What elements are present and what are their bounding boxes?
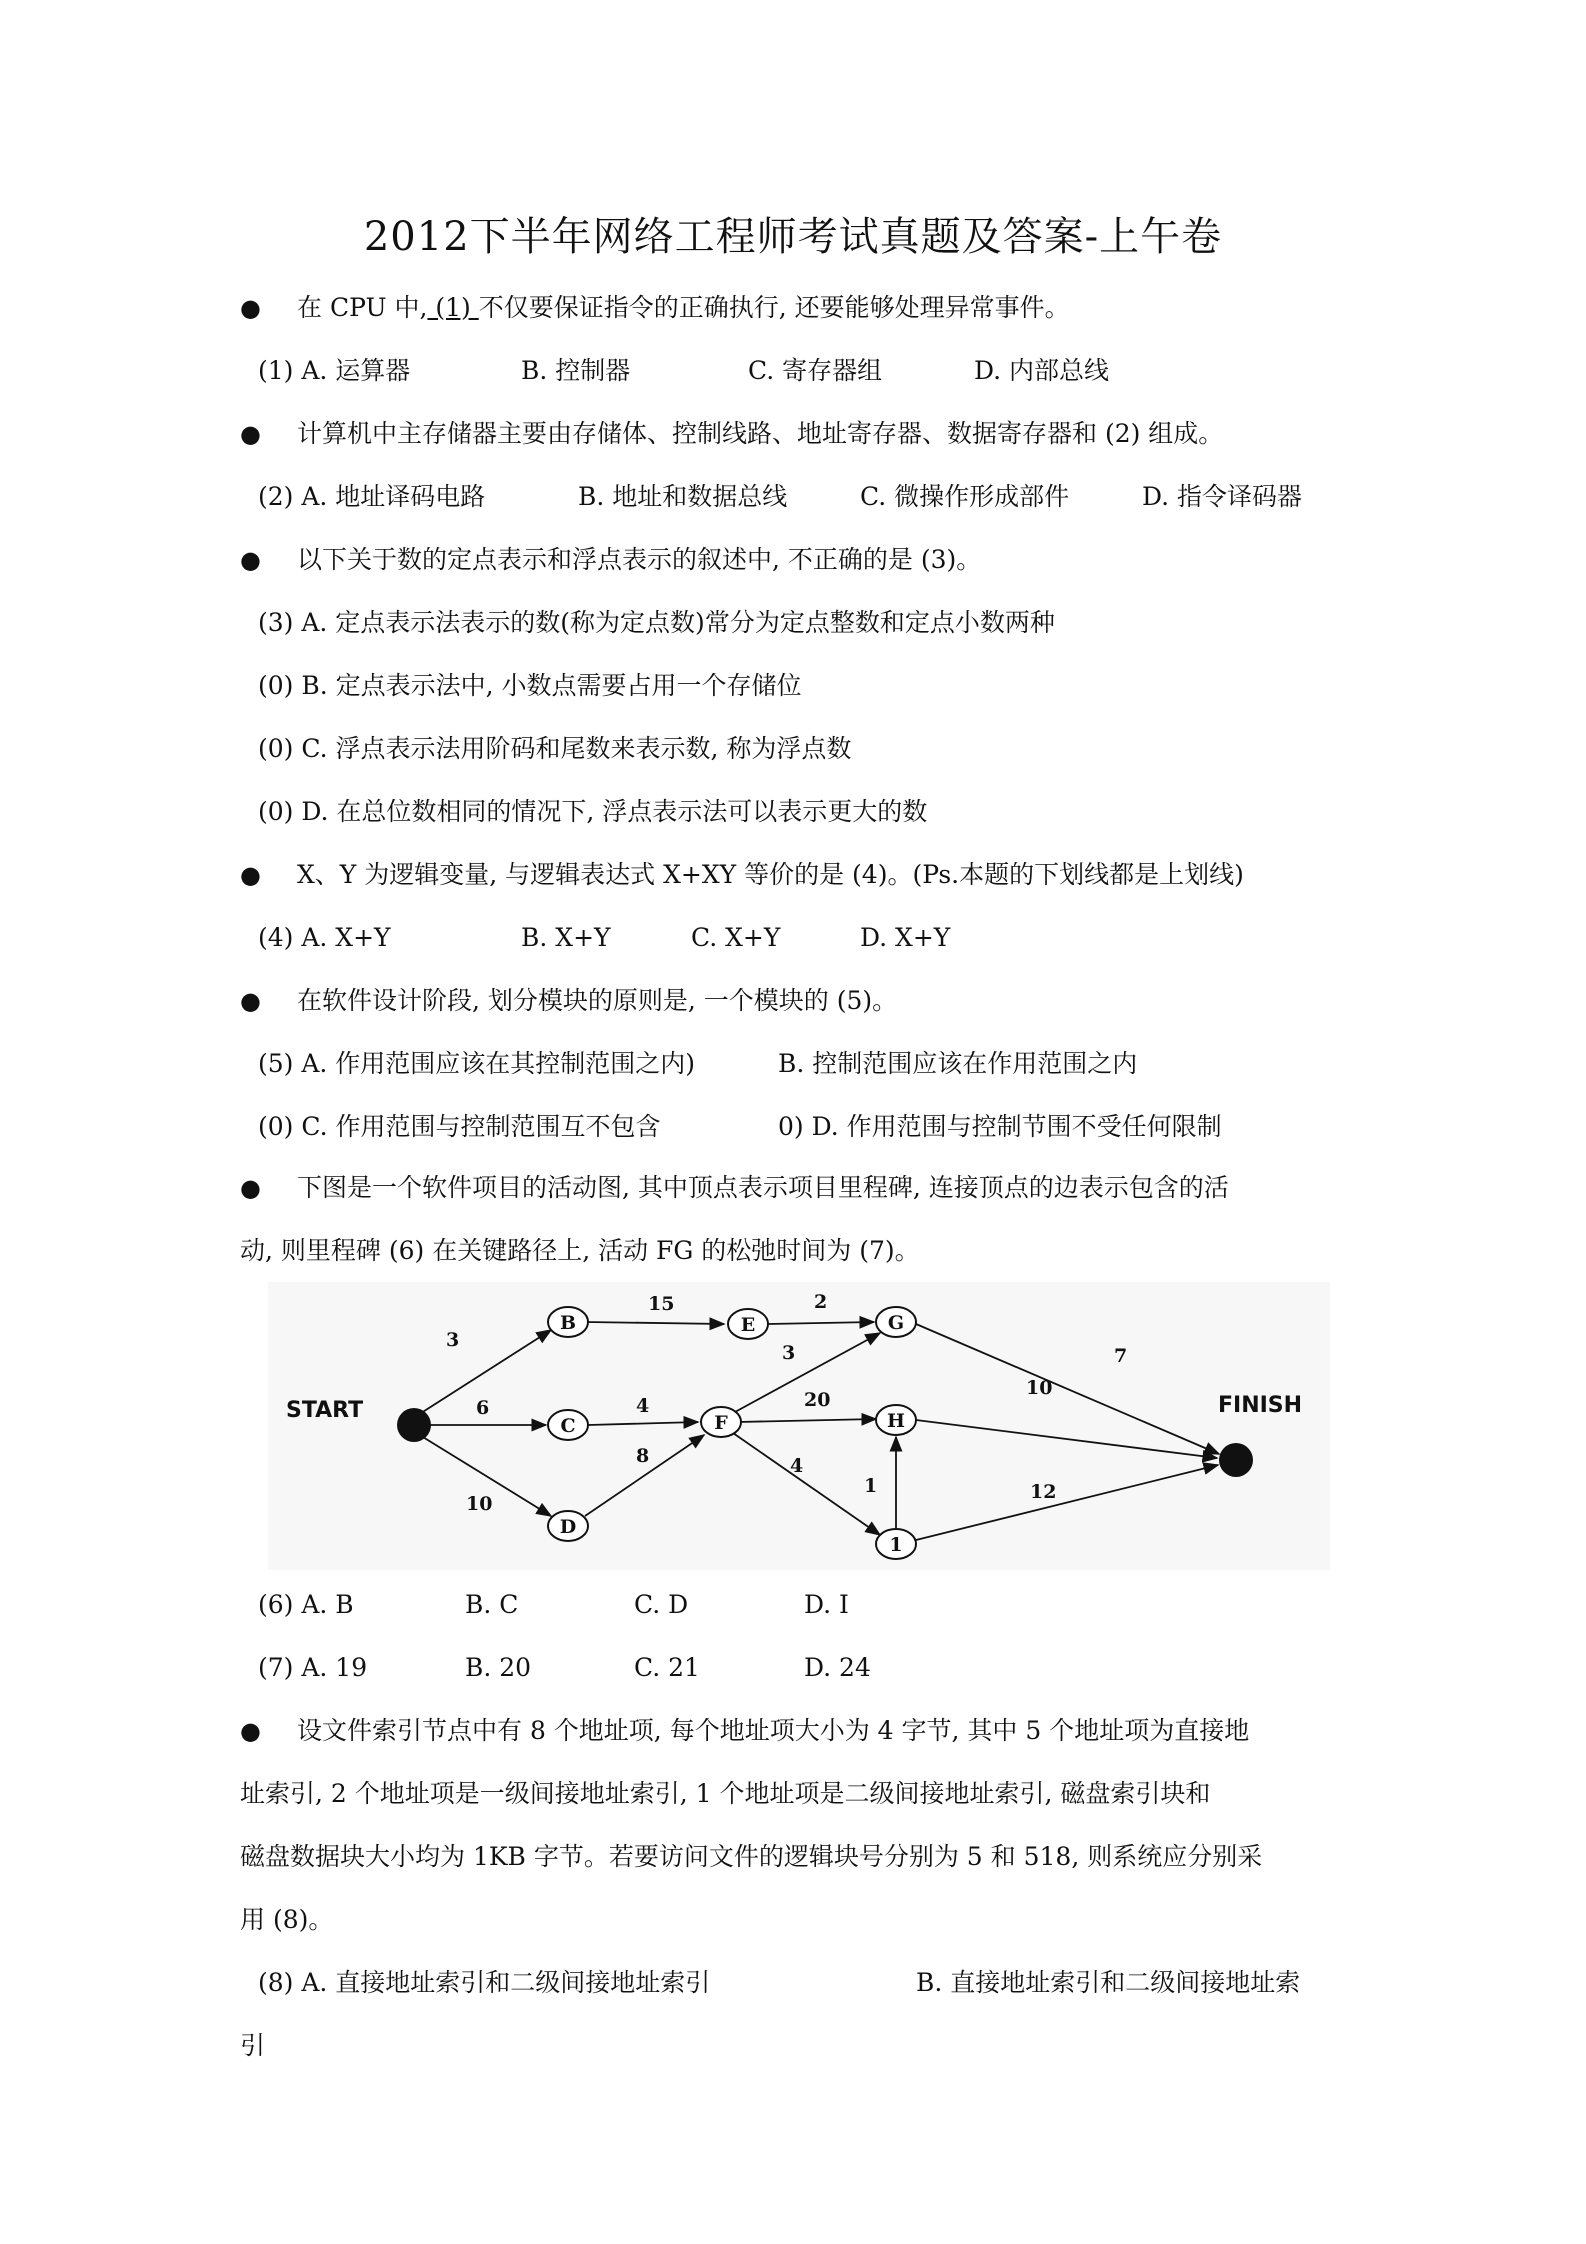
edge-g-finish xyxy=(916,1324,1219,1454)
q3-option-d: (0) D. 在总位数相同的情况下, 浮点表示法可以表示更大的数 xyxy=(258,797,928,826)
q2-text: 计算机中主存储器主要由存储体、控制线路、地址寄存器、数据寄存器和 (2) 组成。 xyxy=(297,419,1224,448)
node-h-label: H xyxy=(887,1410,905,1432)
q1-blank: (1) xyxy=(427,293,479,322)
q7-option-a: (7) A. 19 xyxy=(258,1653,368,1682)
question-6-line2: 动, 则里程碑 (6) 在关键路径上, 活动 FG 的松弛时间为 (7)。 xyxy=(240,1236,920,1265)
bullet-icon: ● xyxy=(240,420,261,448)
q5-option-a: (5) A. 作用范围应该在其控制范围之内) xyxy=(258,1049,696,1078)
edge-f-h xyxy=(738,1419,876,1422)
q8-text-line1: 设文件索引节点中有 8 个地址项, 每个地址项大小为 4 字节, 其中 5 个地址项为直接地 xyxy=(297,1716,1250,1745)
q2-option-a: (2) A. 地址译码电路 xyxy=(258,482,486,511)
q7-option-b: B. 20 xyxy=(465,1653,532,1682)
q6-option-c: C. D xyxy=(634,1590,689,1619)
node-c-label: C xyxy=(560,1415,576,1437)
q8-option-a: (8) A. 直接地址索引和二级间接地址索引 xyxy=(258,1968,711,1997)
bullet-icon: ● xyxy=(240,546,261,574)
q2-option-b: B. 地址和数据总线 xyxy=(578,482,788,511)
node-f-label: F xyxy=(714,1412,728,1434)
weight-b-e: 15 xyxy=(648,1293,675,1315)
weight-start-c: 6 xyxy=(476,1397,490,1419)
q4-option-c: C. X+Y xyxy=(691,923,781,952)
node-e-label: E xyxy=(740,1314,756,1336)
q3-option-a: (3) A. 定点表示法表示的数(称为定点数)常分为定点整数和定点小数两种 xyxy=(258,608,1055,637)
finish-node xyxy=(1219,1443,1253,1477)
q1-text-post: 不仅要保证指令的正确执行, 还要能够处理异常事件。 xyxy=(478,293,1070,322)
weight-start-d: 10 xyxy=(466,1493,493,1515)
weight-c-f: 4 xyxy=(636,1395,650,1417)
question-5 xyxy=(240,983,1360,1019)
edge-h-finish xyxy=(916,1420,1217,1458)
q1-text-pre: 在 CPU 中, xyxy=(297,293,428,322)
q8-option-b-wrap: 引 xyxy=(240,2031,266,2060)
question-2 xyxy=(240,416,1360,452)
q4-option-d: D. X+Y xyxy=(860,923,951,952)
q1-option-a: (1) A. 运算器 xyxy=(258,356,411,385)
activity-diagram xyxy=(268,1282,1330,1570)
weight-i-h: 1 xyxy=(864,1475,878,1497)
weight-start-b: 3 xyxy=(446,1329,460,1351)
q4-option-b: B. X+Y xyxy=(521,923,611,952)
q5-option-d: 0) D. 作用范围与控制节围不受任何限制 xyxy=(778,1112,1222,1141)
bullet-icon: ● xyxy=(240,861,261,889)
page-title: 2012下半年网络工程师考试真题及答案-上午卷 xyxy=(363,214,1223,260)
bullet-icon: ● xyxy=(240,294,261,322)
q6-option-d: D. I xyxy=(804,1590,849,1619)
q6-option-b: B. C xyxy=(465,1590,519,1619)
question-4 xyxy=(240,857,1360,893)
q2-option-c: C. 微操作形成部件 xyxy=(860,482,1070,511)
finish-label: FINISH xyxy=(1218,1393,1303,1418)
q5-text: 在软件设计阶段, 划分模块的原则是, 一个模块的 (5)。 xyxy=(297,986,898,1015)
question-8-line3: 磁盘数据块大小均为 1KB 字节。若要访问文件的逻辑块号分别为 5 和 518, 则系统应分别采 xyxy=(240,1842,1263,1871)
weight-f-h: 20 xyxy=(804,1389,831,1411)
edge-i-finish xyxy=(916,1465,1218,1540)
question-1 xyxy=(240,290,1360,326)
node-i-label: 1 xyxy=(889,1534,903,1556)
bullet-icon: ● xyxy=(240,987,261,1015)
question-8-line2: 址索引, 2 个地址项是一级间接地址索引, 1 个地址项是二级间接地址索引, 磁盘索引块和 xyxy=(240,1779,1211,1808)
edge-c-f xyxy=(588,1422,698,1425)
question-6-line1 xyxy=(240,1170,1360,1206)
start-node xyxy=(397,1408,431,1442)
weight-h-finish: 10 xyxy=(1026,1377,1053,1399)
weight-g-finish: 7 xyxy=(1114,1345,1128,1367)
q7-option-c: C. 21 xyxy=(634,1653,700,1682)
activity-network-svg xyxy=(268,1282,1330,1570)
q2-option-d: D. 指令译码器 xyxy=(1142,482,1303,511)
question-8-line4: 用 (8)。 xyxy=(240,1905,334,1934)
bullet-icon: ● xyxy=(240,1717,261,1745)
edge-b-e xyxy=(586,1322,724,1324)
q5-option-b: B. 控制范围应该在作用范围之内 xyxy=(778,1049,1138,1078)
question-3 xyxy=(240,542,1360,578)
start-label: START xyxy=(286,1398,364,1423)
edge-e-g xyxy=(768,1322,874,1324)
q5-option-c: (0) C. 作用范围与控制范围互不包含 xyxy=(258,1112,661,1141)
weight-d-f: 8 xyxy=(636,1445,650,1467)
weight-f-g: 3 xyxy=(782,1342,796,1364)
weight-e-g: 2 xyxy=(814,1291,828,1313)
q1-option-d: D. 内部总线 xyxy=(974,356,1110,385)
bullet-icon: ● xyxy=(240,1174,261,1202)
q6-text-line1: 下图是一个软件项目的活动图, 其中顶点表示项目里程碑, 连接顶点的边表示包含的活 xyxy=(297,1173,1229,1202)
question-8-line1 xyxy=(240,1713,1360,1749)
q1-option-c: C. 寄存器组 xyxy=(748,356,883,385)
node-d-label: D xyxy=(559,1516,577,1538)
weight-i-finish: 12 xyxy=(1030,1481,1057,1503)
q1-option-b: B. 控制器 xyxy=(521,356,631,385)
q6-option-a: (6) A. B xyxy=(258,1590,354,1619)
q3-option-b: (0) B. 定点表示法中, 小数点需要占用一个存储位 xyxy=(258,671,802,700)
q7-option-d: D. 24 xyxy=(804,1653,871,1682)
q3-text: 以下关于数的定点表示和浮点表示的叙述中, 不正确的是 (3)。 xyxy=(297,545,982,574)
edges xyxy=(418,1322,1219,1540)
q3-option-c: (0) C. 浮点表示法用阶码和尾数来表示数, 称为浮点数 xyxy=(258,734,852,763)
node-b-label: B xyxy=(559,1312,577,1334)
node-g-label: G xyxy=(887,1312,905,1334)
q8-option-b: B. 直接地址索引和二级间接地址索 xyxy=(916,1968,1301,1997)
q4-option-a: (4) A. X+Y xyxy=(258,923,391,952)
weight-f-i: 4 xyxy=(790,1455,804,1477)
edge-f-i xyxy=(733,1433,880,1535)
q4-text: X、Y 为逻辑变量, 与逻辑表达式 X+XY 等价的是 (4)。(Ps.本题的下划线都是上划线) xyxy=(297,860,1244,889)
